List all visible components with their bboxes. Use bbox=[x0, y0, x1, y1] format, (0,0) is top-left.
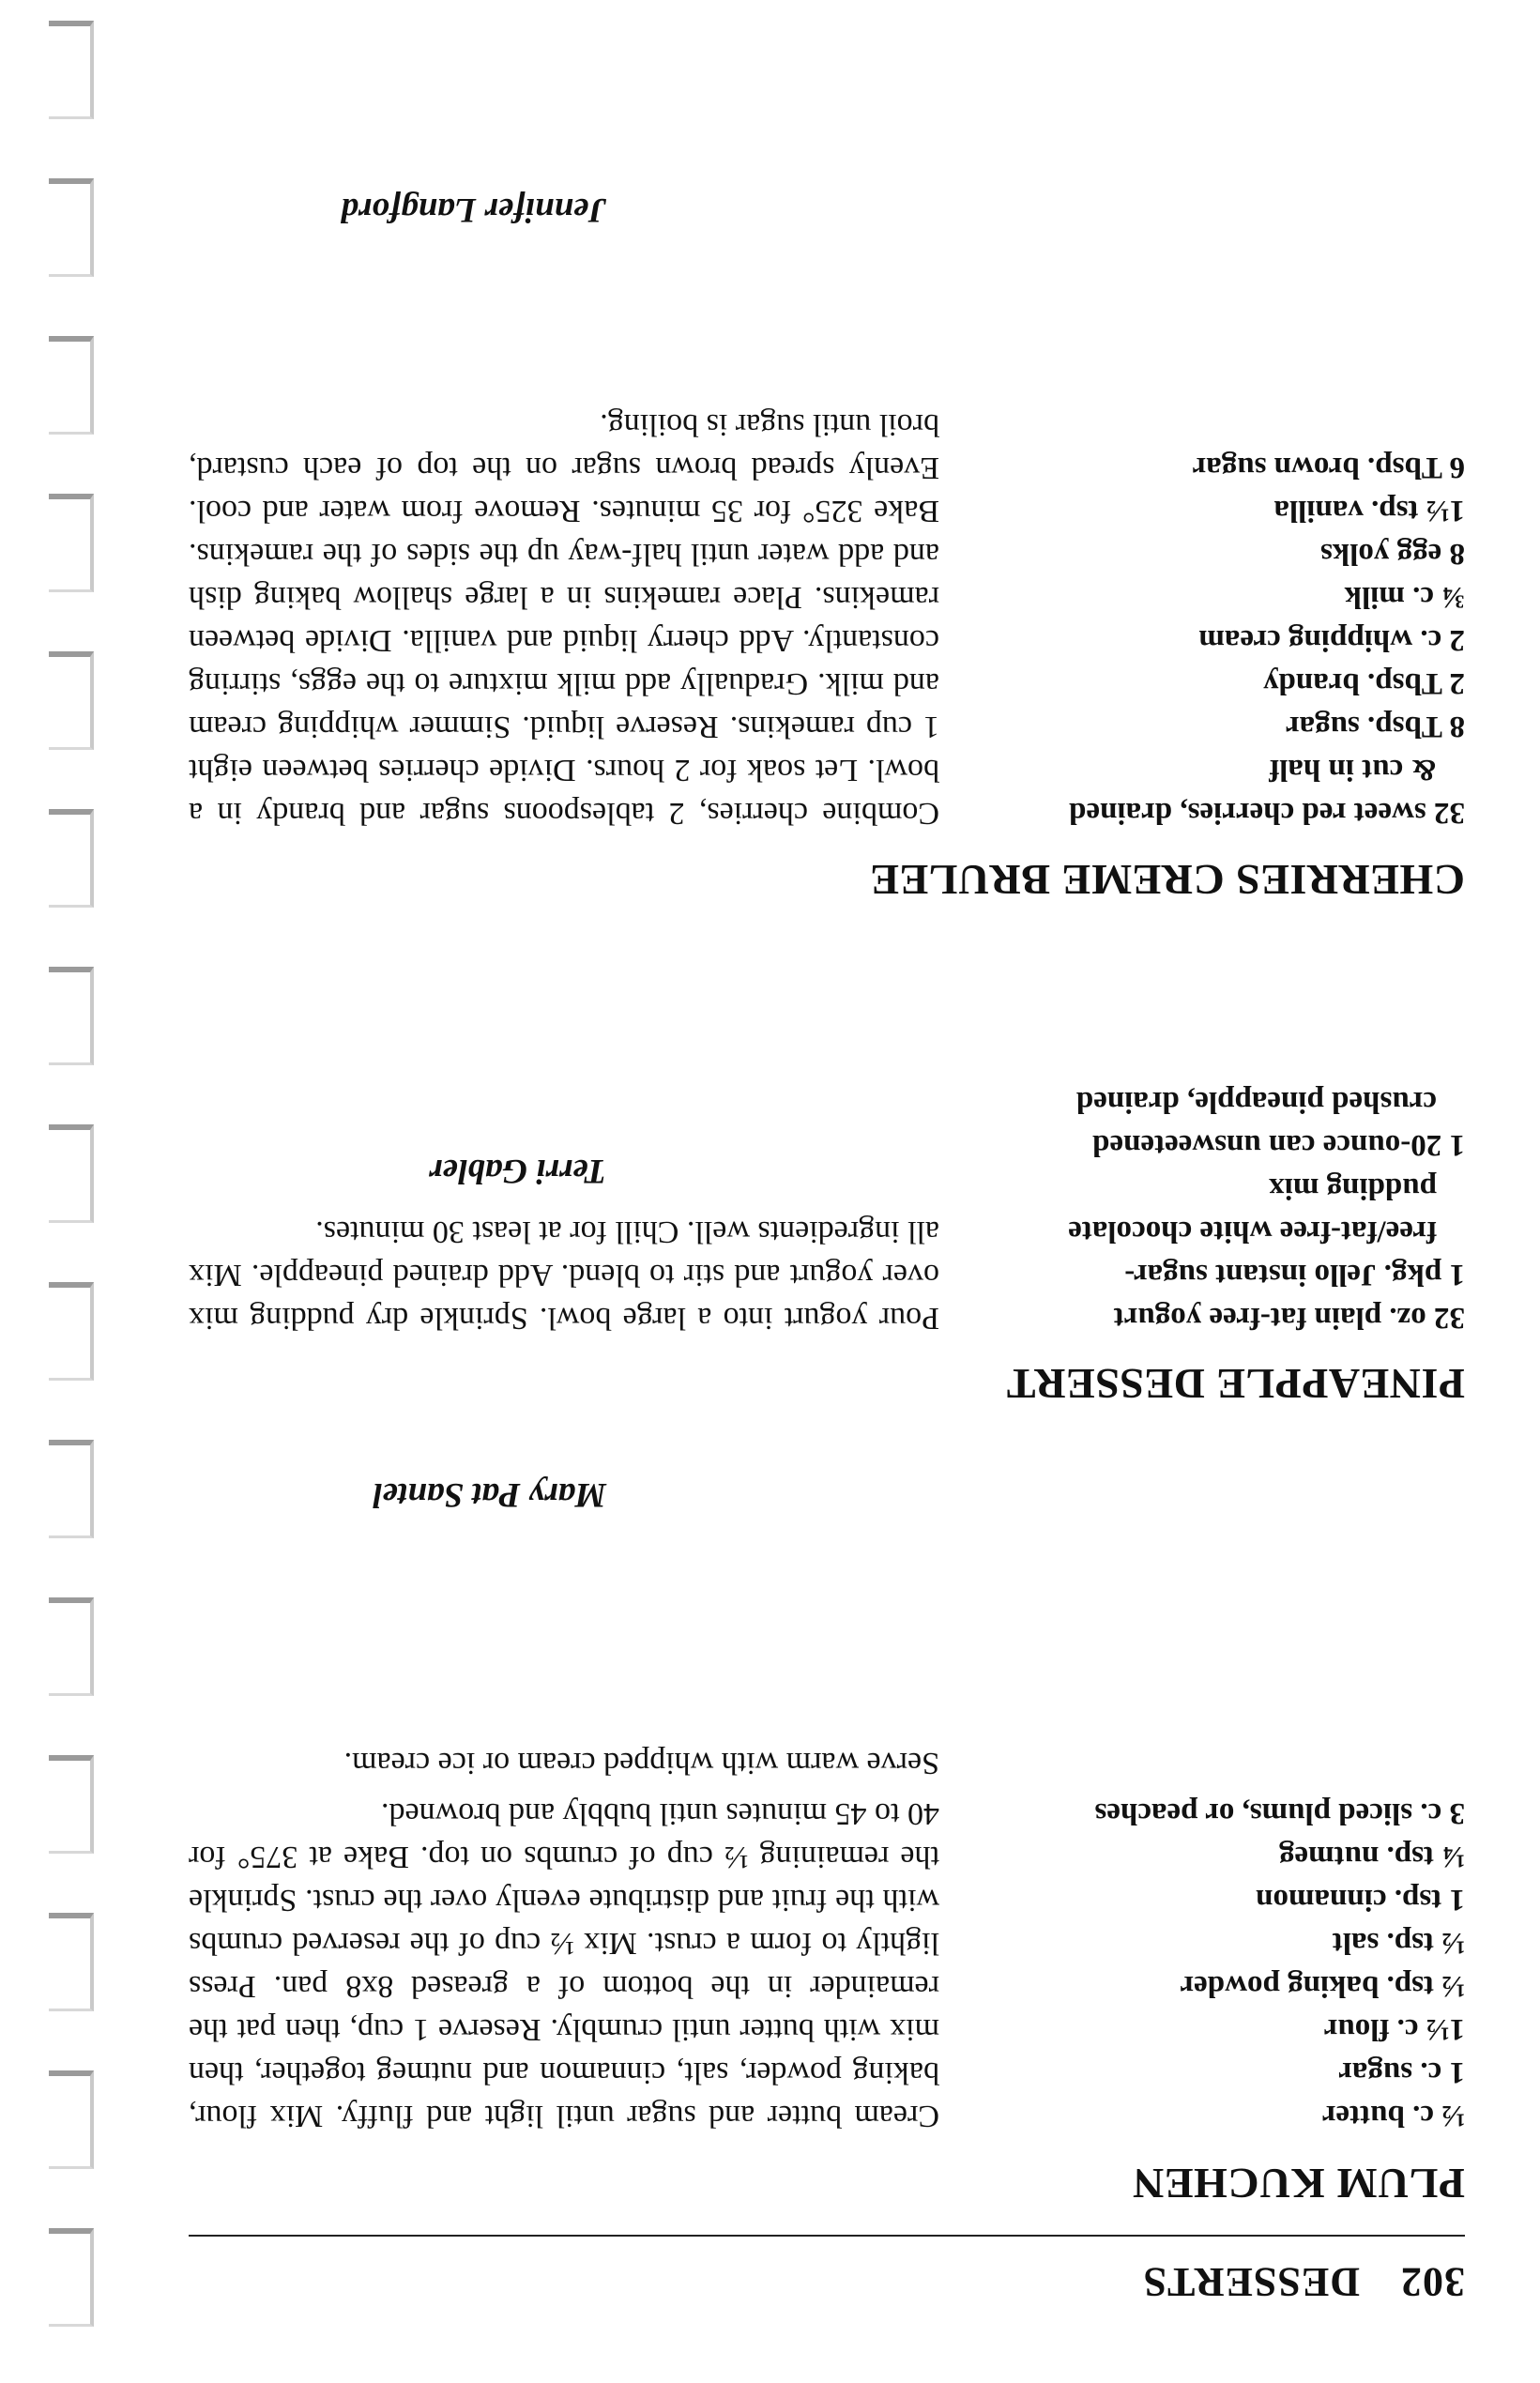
ingredient-item: ½ c. butter bbox=[1321, 2099, 1465, 2132]
page-number: 302 bbox=[1400, 2259, 1465, 2305]
ingredient-item: 6 Tbsp. brown sugar bbox=[1192, 451, 1465, 484]
binding-ring bbox=[49, 967, 94, 1065]
binding-ring bbox=[49, 1597, 94, 1696]
recipe-title: PLUM KUCHEN bbox=[1132, 2160, 1465, 2207]
recipe-directions bbox=[189, 403, 939, 834]
binding-ring bbox=[49, 1124, 94, 1223]
direction-paragraph: Serve warm with whipped cream or ice cream. bbox=[343, 1746, 939, 1780]
direction-paragraph: Cream butter and sugar until light and fluffy. Mix flour, baking powder, salt, cinnamon and nutmeg together, then mix with butter until crumbly. Reserve 1 cup, then pat the remainder in the bottom of a greased 8x8 pan. Press lightly to form a crust. Mix ½ cup of the reserved crumbs with the fruit and distribute evenly over the crust. Sprinkle the remaining ½ cup of crumbs on top. Bake at 375° for 40 to 45 minutes until bubbly and browned. bbox=[189, 1796, 939, 2133]
recipe-author: Jennifer Langford bbox=[341, 191, 606, 229]
ingredient-item: 1½ c. flour bbox=[1323, 2012, 1465, 2046]
ingredient-item: 2 Tbsp. brandy bbox=[1263, 666, 1465, 700]
ingredient-item: 1 pkg. Jello instant sugar-free/fat-free white chocolate pudding mix bbox=[1068, 1171, 1465, 1291]
recipe-directions bbox=[189, 1741, 939, 2137]
direction-paragraph: Combine cherries, 2 tablespoons sugar and brandy in a bowl. Let soak for 2 hours. Divide cherries between eight 1 cup ramekins. Reserve liquid. Simmer whipping cream and milk. Gradually add milk mixture to the eggs, stirring constantly. Add cherry liquid and vanilla. Divide between ramekins. Place ramekins in a large shallow baking dish and add water until half-way up the sides of the ramekins. Bake 325° for 35 minutes. Remove from water and cool. Evenly spread brown sugar on the top of each custard, broil until sugar is boiling. bbox=[189, 407, 939, 831]
binding-ring bbox=[49, 1440, 94, 1538]
ingredient-list bbox=[1052, 1792, 1465, 2137]
binding-ring bbox=[49, 21, 94, 119]
binding-ring bbox=[49, 1755, 94, 1854]
ingredient-item: ½ tsp. baking powder bbox=[1180, 1969, 1465, 2003]
page-header bbox=[189, 2235, 1465, 2345]
binding-ring bbox=[49, 2070, 94, 2169]
binding-ring bbox=[49, 651, 94, 750]
ingredient-item: 1 tsp. cinnamon bbox=[1256, 1883, 1465, 1917]
binding-ring bbox=[49, 1913, 94, 2011]
direction-paragraph: Pour yogurt into a large bowl. Sprinkle dry pudding mix over yogurt and stir to blend. Add drained pineapple. Mix all ingredients well. Chill for at least 30 minutes. bbox=[189, 1214, 939, 1336]
ingredient-list bbox=[1052, 446, 1465, 834]
binding-ring bbox=[49, 178, 94, 277]
ingredient-item: 1½ tsp. vanilla bbox=[1273, 494, 1465, 527]
section-title: DESSERTS bbox=[1142, 2259, 1360, 2305]
ingredient-item: 3 c. sliced plums, or peaches bbox=[1094, 1796, 1465, 1830]
recipe-directions bbox=[189, 1210, 939, 1339]
recipe-title: CHERRIES CREME BRULEE bbox=[869, 856, 1465, 904]
recipe-title: PINEAPPLE DESSERT bbox=[1006, 1360, 1465, 1408]
ingredient-item: 8 Tbsp. sugar bbox=[1285, 710, 1465, 743]
ingredient-list bbox=[1052, 1080, 1465, 1339]
binding-ring bbox=[49, 2228, 94, 2327]
ingredient-item: 32 oz. plain fat-free yogurt bbox=[1113, 1301, 1465, 1335]
ingredient-item: 1 c. sugar bbox=[1338, 2055, 1465, 2089]
recipe-author: Mary Pat Santel bbox=[373, 1475, 606, 1514]
ingredient-item: ½ tsp. salt bbox=[1332, 1926, 1465, 1960]
binding-ring bbox=[49, 1282, 94, 1381]
recipe-author: Terri Gabler bbox=[429, 1152, 606, 1190]
binding-ring bbox=[49, 494, 94, 592]
spiral-binding bbox=[21, 0, 124, 2383]
ingredient-item: 32 sweet red cherries, drained & cut in half bbox=[1069, 753, 1465, 830]
ingredient-item: 2 c. whipping cream bbox=[1198, 623, 1465, 657]
binding-ring bbox=[49, 809, 94, 908]
ingredient-item: ¼ tsp. nutmeg bbox=[1278, 1840, 1465, 1873]
ingredient-item: ¾ c. milk bbox=[1344, 580, 1465, 614]
ingredient-item: 8 egg yolks bbox=[1319, 537, 1465, 571]
binding-ring bbox=[49, 336, 94, 435]
ingredient-item: 1 20-ounce can unsweetened crushed pineapple, drained bbox=[1075, 1085, 1465, 1162]
